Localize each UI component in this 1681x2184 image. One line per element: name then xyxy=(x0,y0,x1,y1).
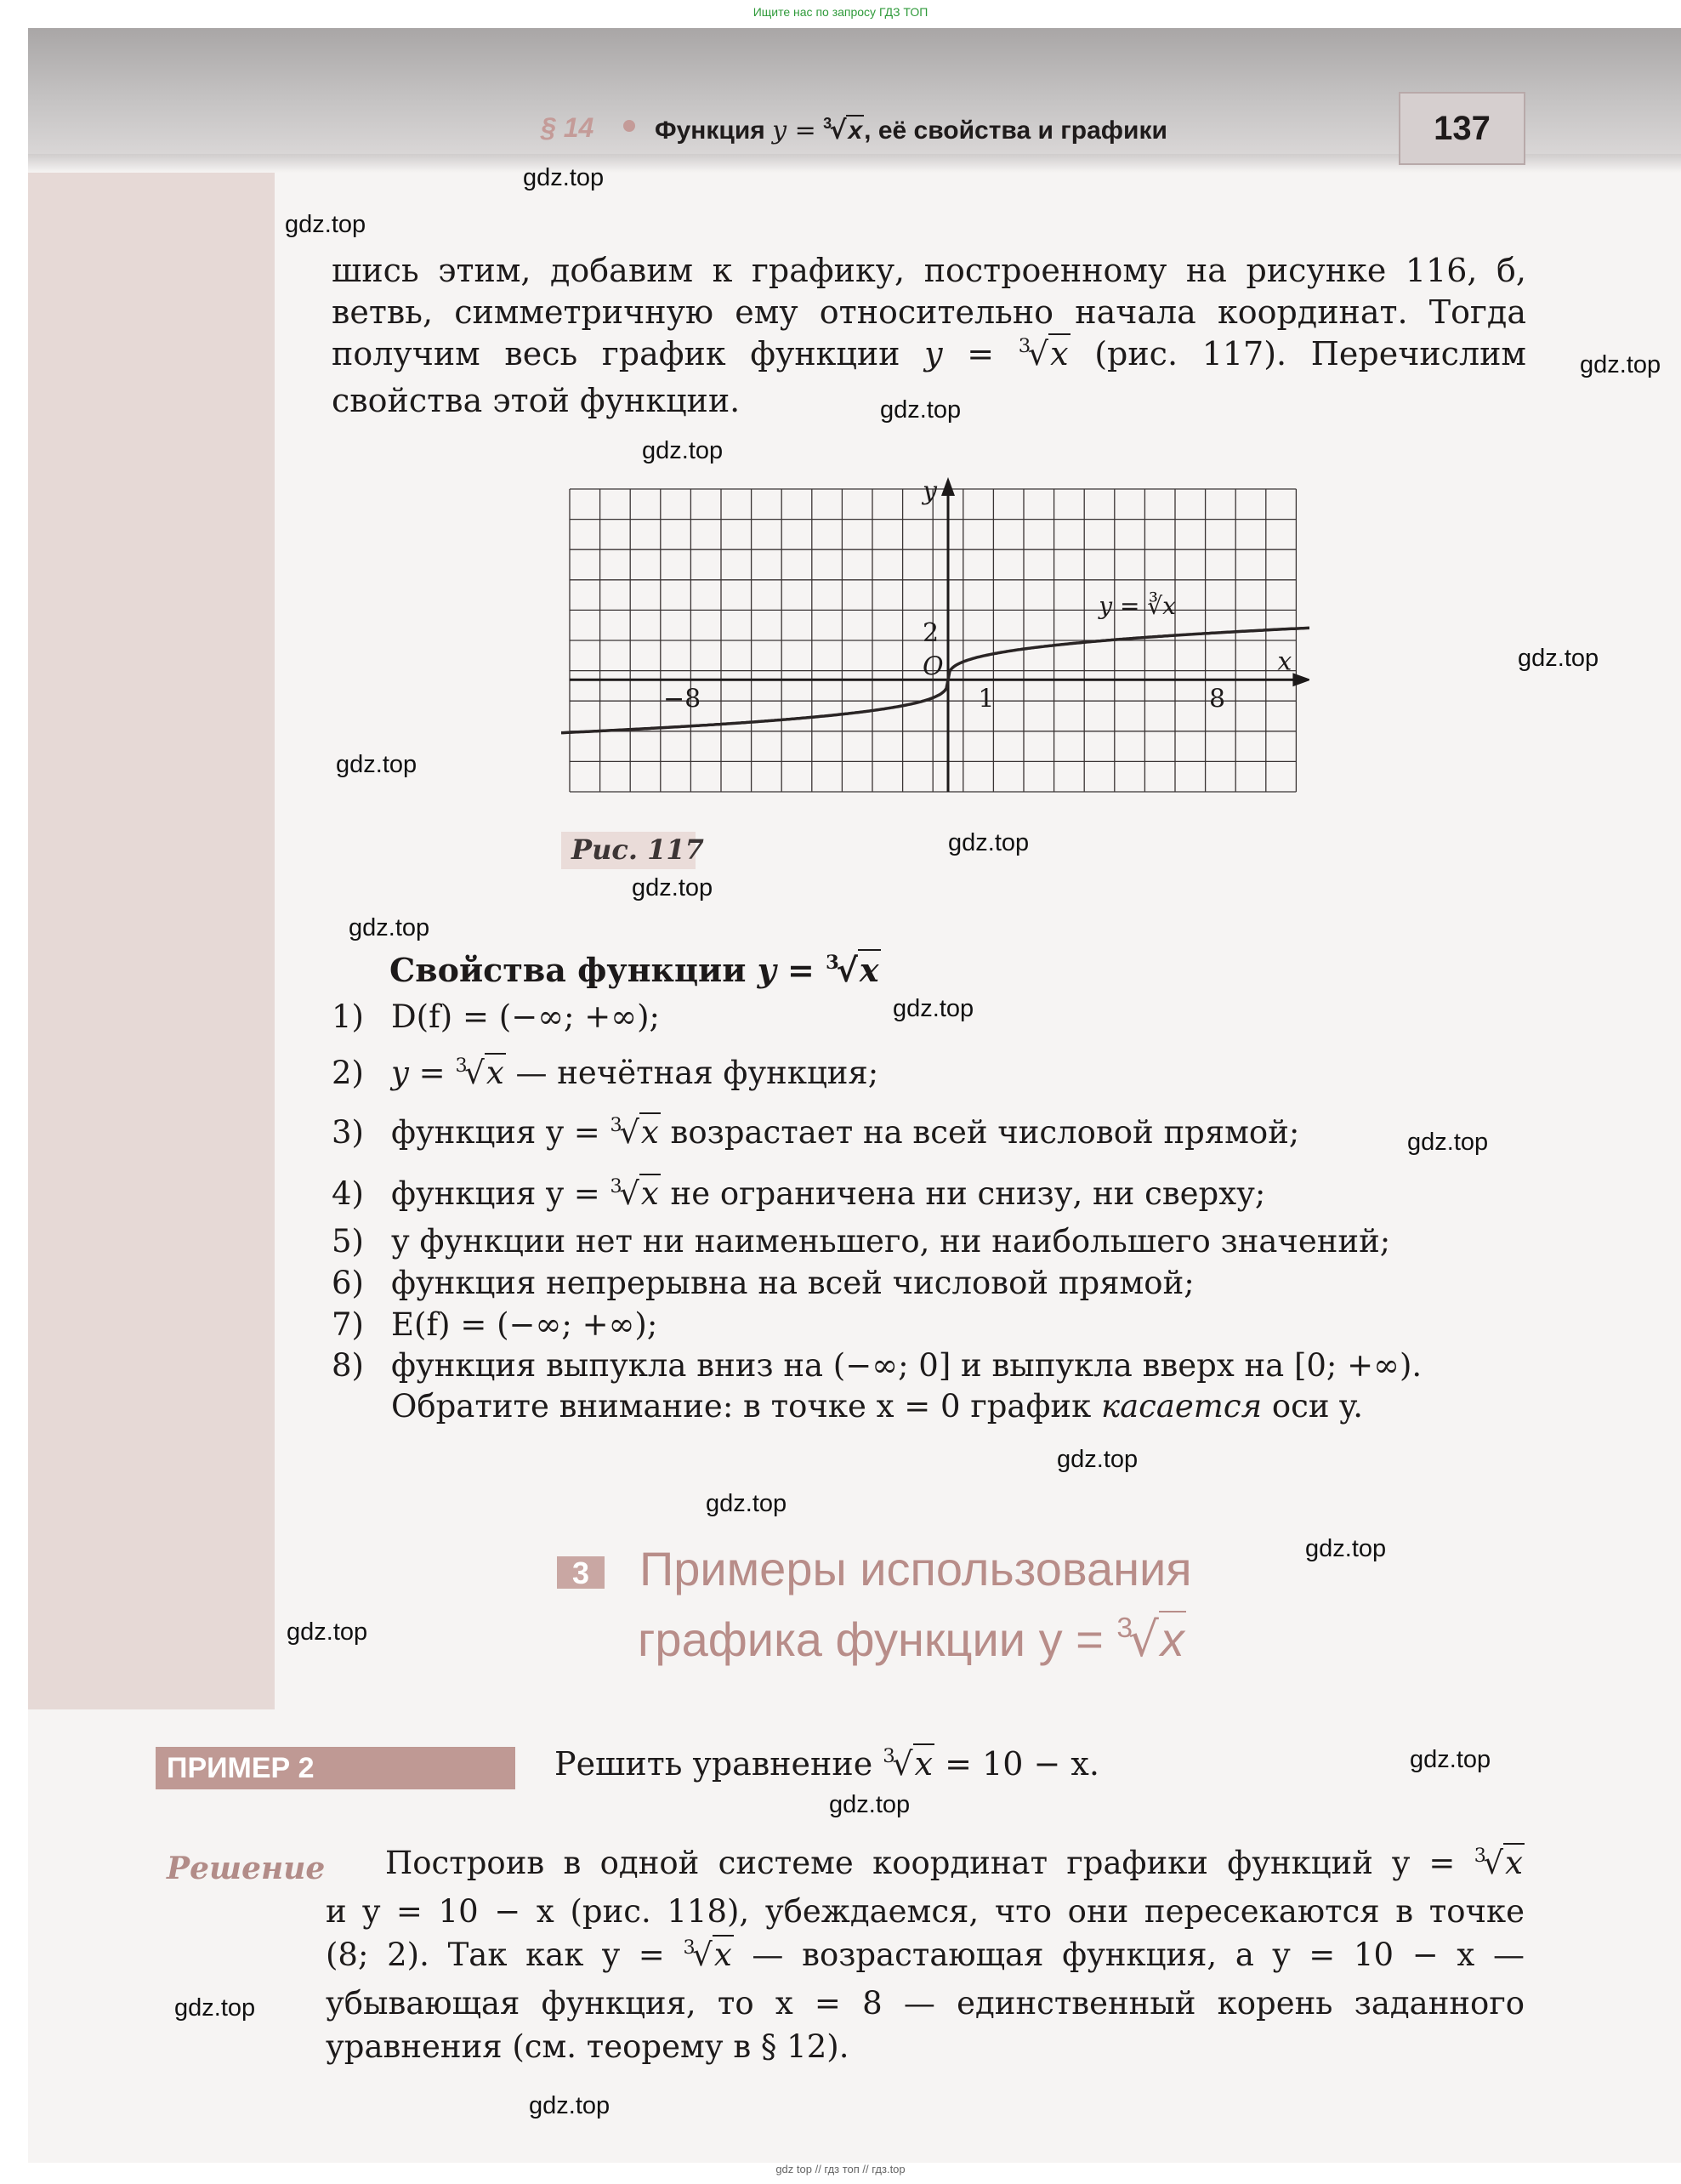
item-number: 1) xyxy=(332,998,364,1035)
example-task xyxy=(554,1745,1099,1783)
item-text: E(f) = (−∞; +∞); xyxy=(391,1306,658,1343)
watermark: gdz.top xyxy=(349,914,430,941)
intro-line-3-post: (рис. 117). Перечислим xyxy=(1094,335,1526,373)
task-pre: Решить уравнение xyxy=(554,1745,873,1783)
running-title-func: y = xyxy=(772,116,816,145)
property-item-3 xyxy=(332,1112,1299,1157)
watermark: gdz.top xyxy=(1518,645,1599,672)
item-number: 2) xyxy=(332,1055,364,1091)
curve-label xyxy=(1097,591,1176,620)
item-text-post: возрастает на всей числовой прямой; xyxy=(670,1114,1300,1151)
sol-line1-pre: Построив в одной системе координат графики функций y = xyxy=(385,1845,1456,1881)
origin-label: O xyxy=(923,651,944,682)
watermark: gdz.top xyxy=(632,874,713,901)
intro-line-3-pre: получим весь график функции xyxy=(332,335,900,373)
solution-line-5: уравнения (см. теорему в § 12). xyxy=(326,2028,849,2065)
svg-text:y = ∛x: y = ∛x xyxy=(1099,592,1176,621)
task-post: = 10 − x. xyxy=(945,1745,1099,1783)
cube-root-icon: $^3$√x xyxy=(883,1745,934,1783)
root-argument: x xyxy=(640,1114,659,1151)
watermark: gdz.top xyxy=(285,211,366,238)
figure-caption: Рис. 117 xyxy=(571,833,704,866)
note-emphasis: касается xyxy=(1100,1388,1263,1425)
solution-line-4: убывающая функция, то x = 8 — единственный корень заданного xyxy=(326,1985,1525,2022)
cube-root-icon: $^3$√x xyxy=(1018,335,1069,373)
bullet-dot-icon xyxy=(623,120,635,132)
properties-heading-pre: Свойства функции xyxy=(389,951,747,989)
cube-root-icon: $^3$√x xyxy=(683,1936,732,1973)
item-text-pre: функция y = xyxy=(391,1175,600,1212)
root-argument: x xyxy=(848,117,863,145)
section-badge: 3 xyxy=(557,1556,605,1589)
property-item-6 xyxy=(332,1263,1195,1304)
y-axis-label: y xyxy=(923,476,937,506)
y-arrow-icon xyxy=(941,477,955,496)
section3-title-line1: Примеры использования xyxy=(639,1542,1192,1595)
example-label: ПРИМЕР 2 xyxy=(167,1752,315,1784)
intro-line-1: шись этим, добавим к графику, построенному на рисунке 116, б, xyxy=(332,252,1526,289)
x-axis-label: x xyxy=(1277,646,1292,677)
watermark: gdz.top xyxy=(642,437,724,464)
properties-heading xyxy=(389,951,881,989)
property-item-2 xyxy=(332,1053,878,1098)
watermark: gdz.top xyxy=(287,1618,368,1646)
item-text: функция непрерывна на всей числовой прямой; xyxy=(391,1265,1195,1301)
watermark: gdz.top xyxy=(1057,1446,1139,1473)
note-pre: Обратите внимание: в точке x = 0 график xyxy=(391,1388,1092,1425)
item-text: D(f) = (−∞; +∞); xyxy=(391,998,660,1035)
item-number: 6) xyxy=(332,1265,364,1301)
solution-label: Решение xyxy=(167,1851,326,1886)
root-argument: x xyxy=(486,1055,504,1091)
item-number: 4) xyxy=(332,1175,364,1212)
intro-line-4: свойства этой функции. xyxy=(332,382,741,419)
running-title-suffix: , её свойства и графики xyxy=(864,117,1167,145)
property-item-5 xyxy=(332,1221,1390,1262)
property-note xyxy=(391,1386,1363,1427)
cube-root-icon: $^3$√x xyxy=(1116,1612,1184,1668)
margin-band xyxy=(28,128,275,1709)
section-number: § 14 xyxy=(541,112,594,143)
intro-func: y = xyxy=(924,335,995,373)
intro-paragraph xyxy=(332,250,1526,422)
watermark: gdz.top xyxy=(706,1490,787,1517)
note-post: оси y. xyxy=(1271,1388,1364,1425)
watermark: gdz.top xyxy=(523,164,605,191)
item-number: 3) xyxy=(332,1114,364,1151)
root-argument: x xyxy=(859,951,879,989)
item-number: 8) xyxy=(332,1347,364,1384)
root-argument: x xyxy=(640,1175,659,1212)
root-argument: x xyxy=(1505,1845,1523,1881)
solution-line-1 xyxy=(326,1841,1525,1890)
sol-line3-post: — возрастающая функция, а y = 10 − x — xyxy=(752,1937,1525,1973)
solution-text xyxy=(326,1841,1525,2068)
tick-label-x-1: 1 xyxy=(978,684,995,714)
item-text-post: — нечётная функция; xyxy=(515,1055,879,1091)
cube-root-icon: $^3$√x xyxy=(610,1113,659,1151)
root-argument: x xyxy=(1050,335,1069,373)
root-argument: x xyxy=(713,1937,732,1973)
tick-label-x-neg8: −8 xyxy=(662,684,701,714)
watermark: gdz.top xyxy=(829,1791,911,1818)
watermark: gdz.top xyxy=(1305,1535,1387,1562)
root-argument: x xyxy=(914,1745,934,1783)
intro-line-3 xyxy=(332,333,1526,380)
solution-line-3 xyxy=(326,1933,1525,1982)
page-number: 137 xyxy=(1399,92,1525,165)
tick-label-y-2: 2 xyxy=(923,618,940,649)
section3-title-line2 xyxy=(638,1612,1186,1668)
watermark: gdz.top xyxy=(174,1994,256,2022)
watermark: gdz.top xyxy=(336,751,417,778)
watermark: gdz.top xyxy=(1407,1129,1489,1156)
bottom-note: gdz top // гдз топ // гдз.top xyxy=(775,2163,906,2175)
watermark: gdz.top xyxy=(880,396,962,424)
cube-root-icon: $^3$√x xyxy=(823,115,863,145)
cube-root-icon: $^3$√x xyxy=(1474,1844,1523,1881)
running-title-prefix: Функция xyxy=(655,117,765,145)
property-item-7 xyxy=(332,1305,657,1345)
x-arrow-icon xyxy=(1292,673,1309,686)
figure-117-graph xyxy=(561,476,1309,816)
item-number: 7) xyxy=(332,1306,364,1343)
section3-title-line2-pre: графика функции y = xyxy=(638,1612,1104,1666)
item-text: у функции нет ни наименьшего, ни наибольшего значений; xyxy=(391,1223,1391,1260)
cube-root-icon: $^3$√x xyxy=(455,1054,504,1091)
watermark: gdz.top xyxy=(948,829,1030,856)
item-text: функция выпукла вниз на (−∞; 0] и выпукла вверх на [0; +∞). xyxy=(391,1347,1423,1384)
property-item-1 xyxy=(332,997,660,1038)
item-text-pre: y = xyxy=(391,1055,446,1091)
cube-root-icon: $^3$√x xyxy=(610,1174,659,1212)
watermark: gdz.top xyxy=(1410,1746,1491,1773)
item-text-post: не ограничена ни снизу, ни сверху; xyxy=(670,1175,1266,1212)
properties-heading-func: y = xyxy=(757,951,815,989)
watermark: gdz.top xyxy=(529,2092,610,2119)
watermark: gdz.top xyxy=(1580,351,1661,378)
watermark: gdz.top xyxy=(893,995,974,1022)
top-note: Ищите нас по запросу ГДЗ ТОП xyxy=(752,5,929,19)
tick-label-x-8: 8 xyxy=(1209,684,1226,714)
property-item-4 xyxy=(332,1174,1265,1219)
running-title xyxy=(655,116,1167,145)
sol-line3-pre: (8; 2). Так как y = xyxy=(326,1937,665,1973)
cube-root-icon: $^3$√x xyxy=(826,951,879,989)
root-argument: x xyxy=(1160,1612,1184,1666)
solution-line-2: и y = 10 − x (рис. 118), убеждаемся, что они пересекаются в точке xyxy=(326,1893,1525,1930)
property-item-8 xyxy=(332,1345,1422,1386)
intro-line-2: ветвь, симметричную ему относительно начала координат. Тогда xyxy=(332,293,1526,331)
item-text-pre: функция y = xyxy=(391,1114,600,1151)
item-number: 5) xyxy=(332,1223,364,1260)
